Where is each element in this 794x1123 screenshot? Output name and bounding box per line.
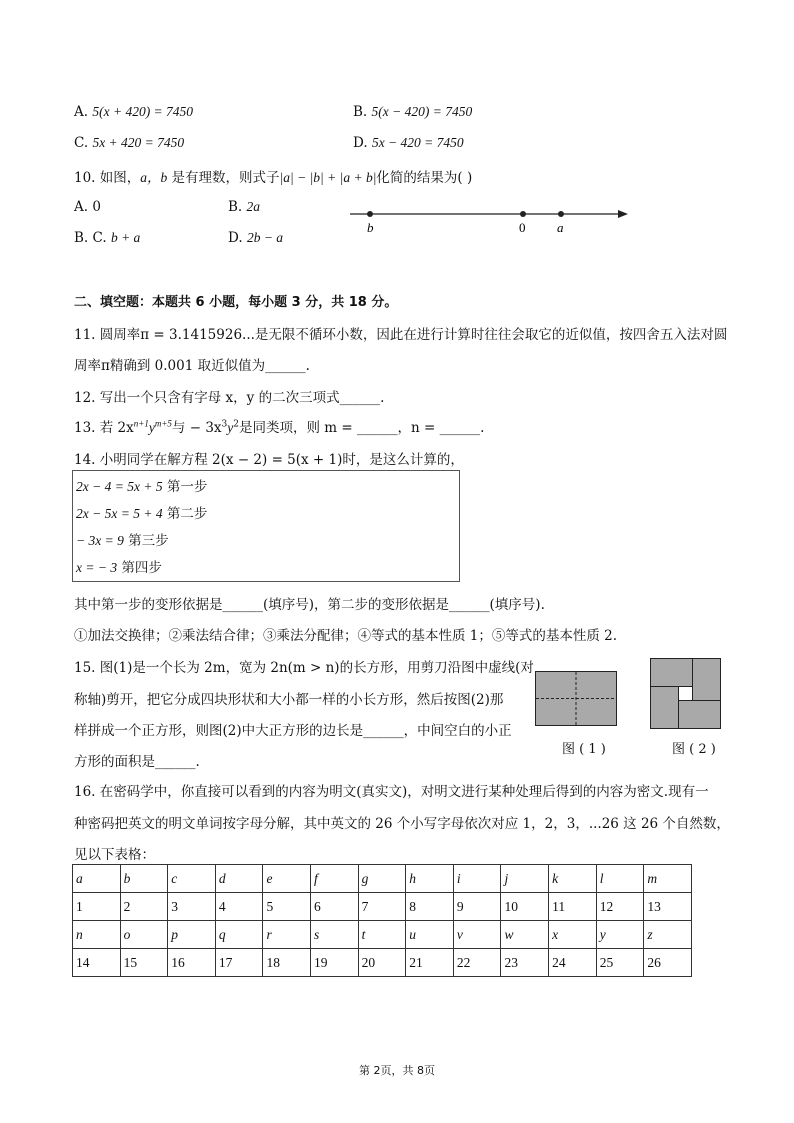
page-footer: 第 2页，共 8页 <box>359 1064 435 1077</box>
q15-line4: 方形的面积是______. <box>74 754 200 770</box>
q11-line2: 周率π精确到 0.001 取近似值为______. <box>74 358 310 374</box>
table-cell: m <box>644 865 692 893</box>
table-cell: u <box>406 921 454 949</box>
q16-line2: 种密码把英文的明文单词按字母分解，其中英文的 26 个小写字母依次对应 1，2，3，...26 这 26 个自然数， <box>74 816 730 832</box>
table-cell: 10 <box>501 893 549 921</box>
q15-line2: 称轴)剪开，把它分成四块形状和大小都一样的小长方形，然后按图(2)那 <box>74 692 504 708</box>
point-zero <box>520 211 526 217</box>
table-cell: 7 <box>358 893 406 921</box>
table-cell: z <box>644 921 692 949</box>
table-cell: 12 <box>596 893 644 921</box>
figure-1-label: 图 ( 1 ) <box>562 742 606 757</box>
q9-option-d: D. 5x − 420 = 7450 <box>353 135 464 151</box>
q14-step-3: − 3x = 9 第三步 <box>76 533 169 549</box>
table-cell: 20 <box>358 949 406 977</box>
table-cell: 8 <box>406 893 454 921</box>
table-cell: 14 <box>73 949 121 977</box>
table-cell: 22 <box>453 949 501 977</box>
section-title: 二、填空题：本题共 6 小题，每小题 3 分，共 18 分。 <box>74 295 398 310</box>
q15-line3: 样拼成一个正方形，则图(2)中大正方形的边长是______，中间空白的小正 <box>74 723 512 739</box>
table-cell: a <box>73 865 121 893</box>
table-cell: 3 <box>168 893 216 921</box>
table-cell: b <box>120 865 168 893</box>
table-cell: 13 <box>644 893 692 921</box>
table-cell: o <box>120 921 168 949</box>
q12-text: 12. 写出一个只含有字母 x，y 的二次三项式______. <box>74 390 385 406</box>
point-b <box>367 211 373 217</box>
table-cell: h <box>406 865 454 893</box>
number-line <box>345 200 635 240</box>
letter-number-table <box>72 864 692 977</box>
q9-option-b: B. 5(x − 420) = 7450 <box>353 104 473 120</box>
q14-after: 其中第一步的变形依据是______(填序号)，第二步的变形依据是______(填序号). <box>74 597 545 613</box>
q10-stem: 10. 如图，a，b 是有理数，则式子|a| − |b| + |a + b|化简的结果为( ) <box>74 170 473 186</box>
q13-text: 13. 若 $2x^{n+1}y^{m+5}$与 − $3x^3y^2$是同类项，则 m = ______，n = ______. <box>74 418 485 436</box>
q14-stem: 14. 小明同学在解方程 2(x − 2) = 5(x + 1)时，是这么计算的， <box>74 452 464 468</box>
table-cell: y <box>596 921 644 949</box>
table-row <box>73 865 692 893</box>
table-cell: 11 <box>549 893 597 921</box>
table-cell: i <box>453 865 501 893</box>
table-cell: 25 <box>596 949 644 977</box>
table-cell: 6 <box>311 893 359 921</box>
table-cell: j <box>501 865 549 893</box>
label-a: a <box>557 220 564 235</box>
table-cell: x <box>549 921 597 949</box>
table-cell: 24 <box>549 949 597 977</box>
q9-option-a: A. 5(x + 420) = 7450 <box>74 104 194 120</box>
table-cell: 5 <box>263 893 311 921</box>
point-a <box>558 211 564 217</box>
table-cell: l <box>596 865 644 893</box>
figure-2-label: 图 ( 2 ) <box>672 742 716 757</box>
q10-option-a: A. 0 <box>74 199 101 215</box>
label-zero: 0 <box>519 220 526 235</box>
figure-2-piece-left <box>651 687 679 729</box>
table-cell: q <box>215 921 263 949</box>
figure-1 <box>535 671 617 726</box>
table-cell: 21 <box>406 949 454 977</box>
q16-line1: 16. 在密码学中，你直接可以看到的内容为明文(真实文)，对明文进行某种处理后得到的内容为密文.现有一 <box>74 784 709 800</box>
table-cell: 17 <box>215 949 263 977</box>
table-row <box>73 921 692 949</box>
table-cell: g <box>358 865 406 893</box>
table-cell: v <box>453 921 501 949</box>
figure-2-piece-top <box>651 659 693 687</box>
label-b: b <box>367 220 374 235</box>
arrow-right-icon <box>618 210 628 218</box>
table-cell: 19 <box>311 949 359 977</box>
q11-line1: 11. 圆周率π = 3.1415926...是无限不循环小数，因此在进行计算时往往会取它的近似值，按四舍五入法对圆 <box>74 327 728 343</box>
table-cell: 23 <box>501 949 549 977</box>
q14-choices: ①加法交换律；②乘法结合律；③乘法分配律；④等式的基本性质 1；⑤等式的基本性质 2. <box>74 628 618 644</box>
q14-step-1: 2x − 4 = 5x + 5 第一步 <box>76 479 208 495</box>
q10-option-d: D. 2b − a <box>228 230 284 246</box>
table-cell: 18 <box>263 949 311 977</box>
table-cell: t <box>358 921 406 949</box>
q14-steps-box <box>72 470 460 582</box>
table-cell: p <box>168 921 216 949</box>
table-cell: 26 <box>644 949 692 977</box>
table-row <box>73 949 692 977</box>
table-cell: 4 <box>215 893 263 921</box>
q10-option-b: B. 2a <box>228 199 261 215</box>
table-cell: 2 <box>120 893 168 921</box>
table-cell: e <box>263 865 311 893</box>
table-cell: s <box>311 921 359 949</box>
table-cell: f <box>311 865 359 893</box>
table-cell: r <box>263 921 311 949</box>
table-cell: c <box>168 865 216 893</box>
table-cell: 1 <box>73 893 121 921</box>
table-cell: w <box>501 921 549 949</box>
table-cell: n <box>73 921 121 949</box>
table-row <box>73 893 692 921</box>
table-cell: 9 <box>453 893 501 921</box>
table-cell: 16 <box>168 949 216 977</box>
table-cell: 15 <box>120 949 168 977</box>
q14-step-4: x = − 3 第四步 <box>76 560 162 576</box>
q16-line3: 见以下表格： <box>74 847 155 863</box>
q14-step-2: 2x − 5x = 5 + 4 第二步 <box>76 506 208 522</box>
q10-option-c: B. C. b + a <box>74 230 141 246</box>
q15-line1: 15. 图(1)是一个长为 2m，宽为 2n(m > n)的长方形，用剪刀沿图中虚线(对 <box>74 660 534 676</box>
figure-2-piece-right <box>693 659 721 701</box>
figure-2-piece-bottom <box>679 701 721 729</box>
table-cell: d <box>215 865 263 893</box>
q9-option-c: C. 5x + 420 = 7450 <box>74 135 185 151</box>
figure-2-center-square <box>679 687 693 701</box>
figure-2 <box>650 658 721 729</box>
table-cell: k <box>549 865 597 893</box>
